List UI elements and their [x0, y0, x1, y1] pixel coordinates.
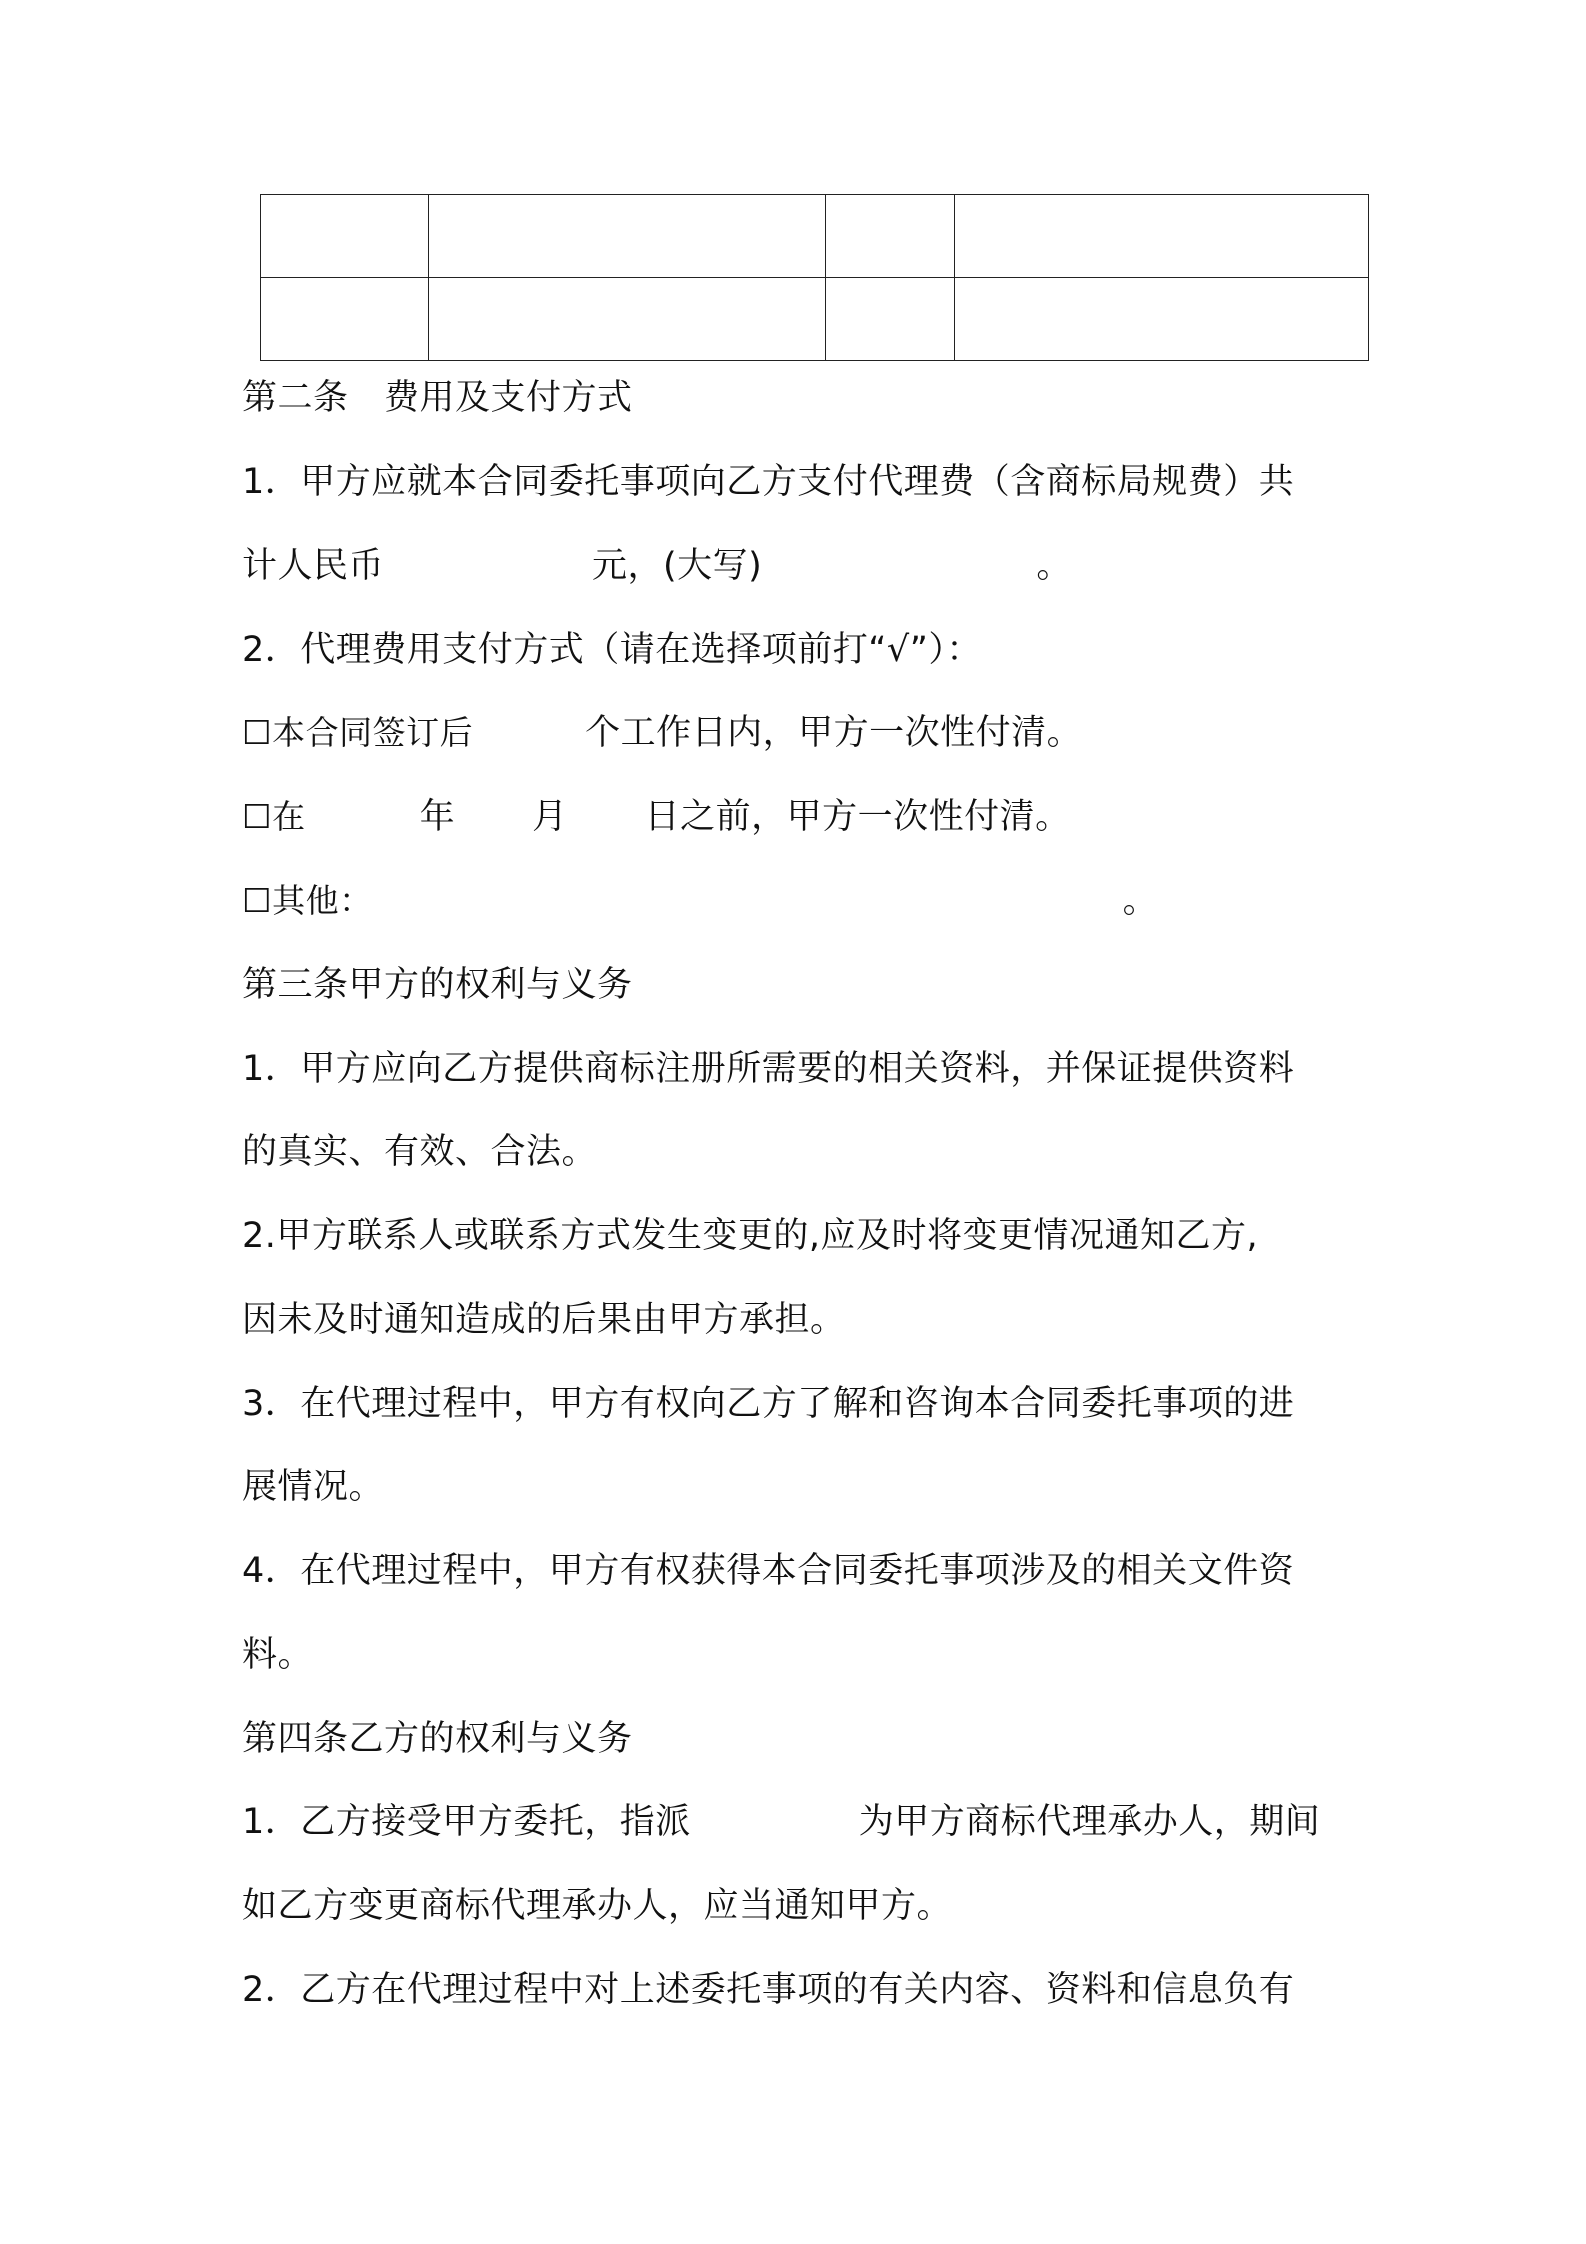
article2-heading: 第二条 费用及支付方式 [242, 378, 633, 418]
table-cell [261, 195, 429, 278]
article3-item2-line2: 因未及时通知造成的后果由甲方承担。 [242, 1300, 846, 1340]
table-cell [955, 195, 1369, 278]
payment-option-2[interactable] [242, 796, 1071, 838]
table-row [261, 278, 1369, 361]
article2-item2: 2．代理费用支付方式（请在选择项前打“√”）： [242, 630, 982, 670]
article4-item1-line1 [242, 1801, 1320, 1843]
article3-item3-line1: 3．在代理过程中，甲方有权向乙方了解和咨询本合同委托事项的进 [242, 1384, 1295, 1424]
payment-option-3[interactable] [242, 880, 1158, 922]
article3-heading: 第三条甲方的权利与义务 [242, 965, 633, 1005]
article4-heading: 第四条乙方的权利与义务 [242, 1719, 633, 1759]
table-row [261, 195, 1369, 278]
option2-text-d: 日之前，甲方一次性付清。 [644, 797, 1071, 837]
option1-text-b: 个工作日内，甲方一次性付清。 [585, 713, 1083, 753]
assign-text-a: 1．乙方接受甲方委托，指派 [242, 1802, 691, 1842]
table-cell [826, 278, 955, 361]
option2-year: 年 [419, 797, 456, 837]
table-cell [955, 278, 1369, 361]
option2-month: 月 [532, 797, 568, 837]
table-cell [826, 195, 955, 278]
table-cell [261, 278, 429, 361]
article3-item1-line1: 1．甲方应向乙方提供商标注册所需要的相关资料，并保证提供资料 [242, 1049, 1295, 1089]
article2-item1-line1: 1．甲方应就本合同委托事项向乙方支付代理费（含商标局规费）共 [242, 462, 1295, 502]
table-cell [429, 278, 826, 361]
article3-item2-line1: 2.甲方联系人或联系方式发生变更的,应及时将变更情况通知乙方, [242, 1216, 1259, 1256]
article2-item1-line2 [242, 545, 1072, 587]
option3-text-a: ☐其他： [242, 881, 373, 920]
period: 。 [1036, 546, 1072, 586]
article4-item2-line1: 2．乙方在代理过程中对上述委托事项的有关内容、资料和信息负有 [242, 1970, 1295, 2010]
blank-form-table [260, 194, 1369, 361]
article3-item4-line2: 料。 [242, 1635, 314, 1675]
article3-item1-line2: 的真实、有效、合法。 [242, 1132, 598, 1172]
period: 。 [1122, 881, 1159, 921]
option1-text-a: ☐本合同签订后 [242, 713, 474, 752]
table-cell [429, 195, 826, 278]
option2-text-a: ☐在 [242, 797, 306, 836]
rmb-label: 计人民币 [242, 546, 385, 586]
yuan-uppercase-label: 元，(大写) [592, 546, 763, 586]
assign-text-b: 为甲方商标代理承办人，期间 [858, 1802, 1321, 1842]
article3-item4-line1: 4．在代理过程中，甲方有权获得本合同委托事项涉及的相关文件资 [242, 1551, 1295, 1591]
payment-option-1[interactable] [242, 712, 1082, 754]
article3-item3-line2: 展情况。 [242, 1467, 385, 1507]
article4-item1-line2: 如乙方变更商标代理承办人，应当通知甲方。 [242, 1886, 953, 1926]
